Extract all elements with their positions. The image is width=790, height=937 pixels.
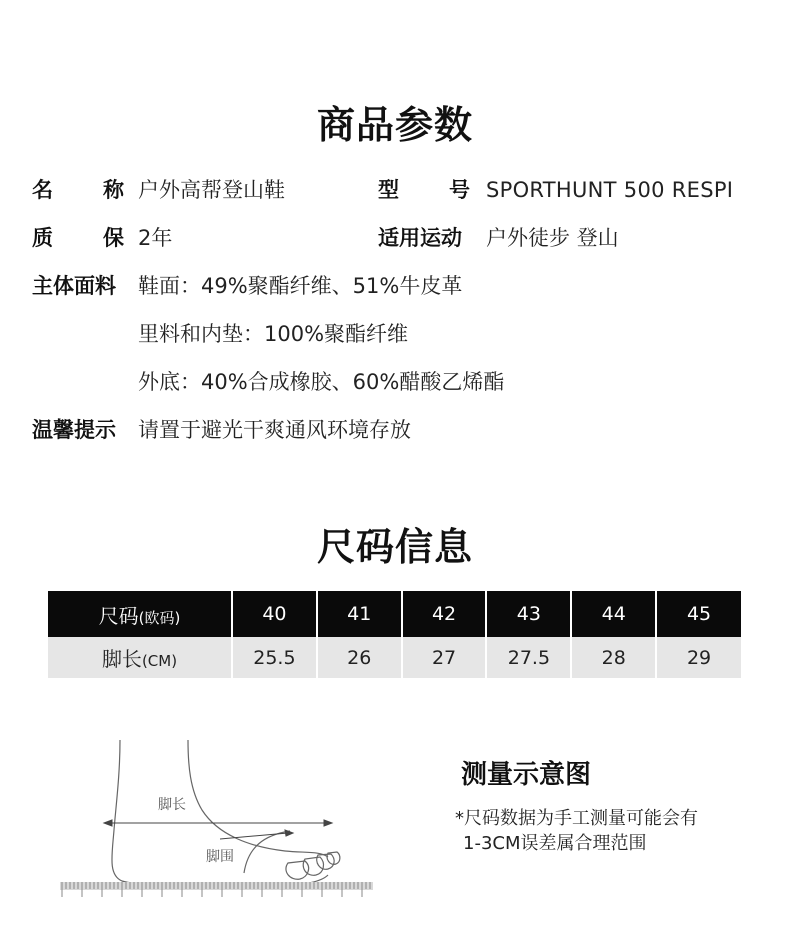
size-eu-cell: 44 [571, 591, 656, 637]
foot-length-cell: 26 [317, 637, 402, 678]
foot-length-cell: 25.5 [232, 637, 317, 678]
foot-length-cell: 29 [656, 637, 741, 678]
spec-tips-value: 请置于避光干爽通风环境存放 [138, 418, 411, 442]
size-title: 尺码信息 [316, 525, 473, 569]
spec-material-label: 主体面料 [32, 274, 116, 298]
note-line-1: *尺码数据为手工测量可能会有 [455, 808, 698, 829]
size-header-row [48, 591, 741, 637]
spec-tips-label: 温馨提示 [32, 418, 116, 442]
note-line-2: 1-3CM误差属合理范围 [463, 833, 647, 854]
params-title: 商品参数 [316, 103, 473, 147]
size-header-label: 尺码(欧码) [48, 591, 232, 637]
size-eu-cell: 43 [486, 591, 571, 637]
spec-name-value: 户外高帮登山鞋 [138, 178, 285, 202]
spec-sport-value: 户外徒步 登山 [486, 226, 619, 250]
size-eu-cell: 40 [232, 591, 317, 637]
spec-warranty-value: 2年 [138, 226, 173, 250]
foot-measurement-diagram [50, 735, 380, 910]
diagram-title: 测量示意图 [461, 760, 592, 790]
spec-model-label: 型 号 [378, 178, 470, 202]
spec-warranty-label: 质 保 [32, 226, 124, 250]
spec-material-line-1: 鞋面：49%聚酯纤维、51%牛皮革 [138, 274, 463, 298]
spec-material-line-3: 外底：40%合成橡胶、60%醋酸乙烯酯 [138, 370, 505, 394]
size-length-label: 脚长(CM) [48, 637, 232, 678]
foot-girth-label: 脚围 [206, 849, 234, 865]
size-table [48, 591, 741, 678]
measurement-note [455, 806, 698, 856]
foot-length-cell: 28 [571, 637, 656, 678]
spec-sport-label: 适用运动 [378, 226, 462, 250]
spec-model-value: SPORTHUNT 500 RESPI [486, 178, 734, 202]
foot-length-label: 脚长 [158, 797, 186, 813]
size-eu-cell: 41 [317, 591, 402, 637]
size-eu-cell: 42 [402, 591, 487, 637]
foot-length-cell: 27.5 [486, 637, 571, 678]
spec-name-label: 名 称 [32, 178, 124, 202]
foot-length-cell: 27 [402, 637, 487, 678]
size-eu-cell: 45 [656, 591, 741, 637]
spec-material-line-2: 里料和内垫：100%聚酯纤维 [138, 322, 409, 346]
size-length-row [48, 637, 741, 678]
